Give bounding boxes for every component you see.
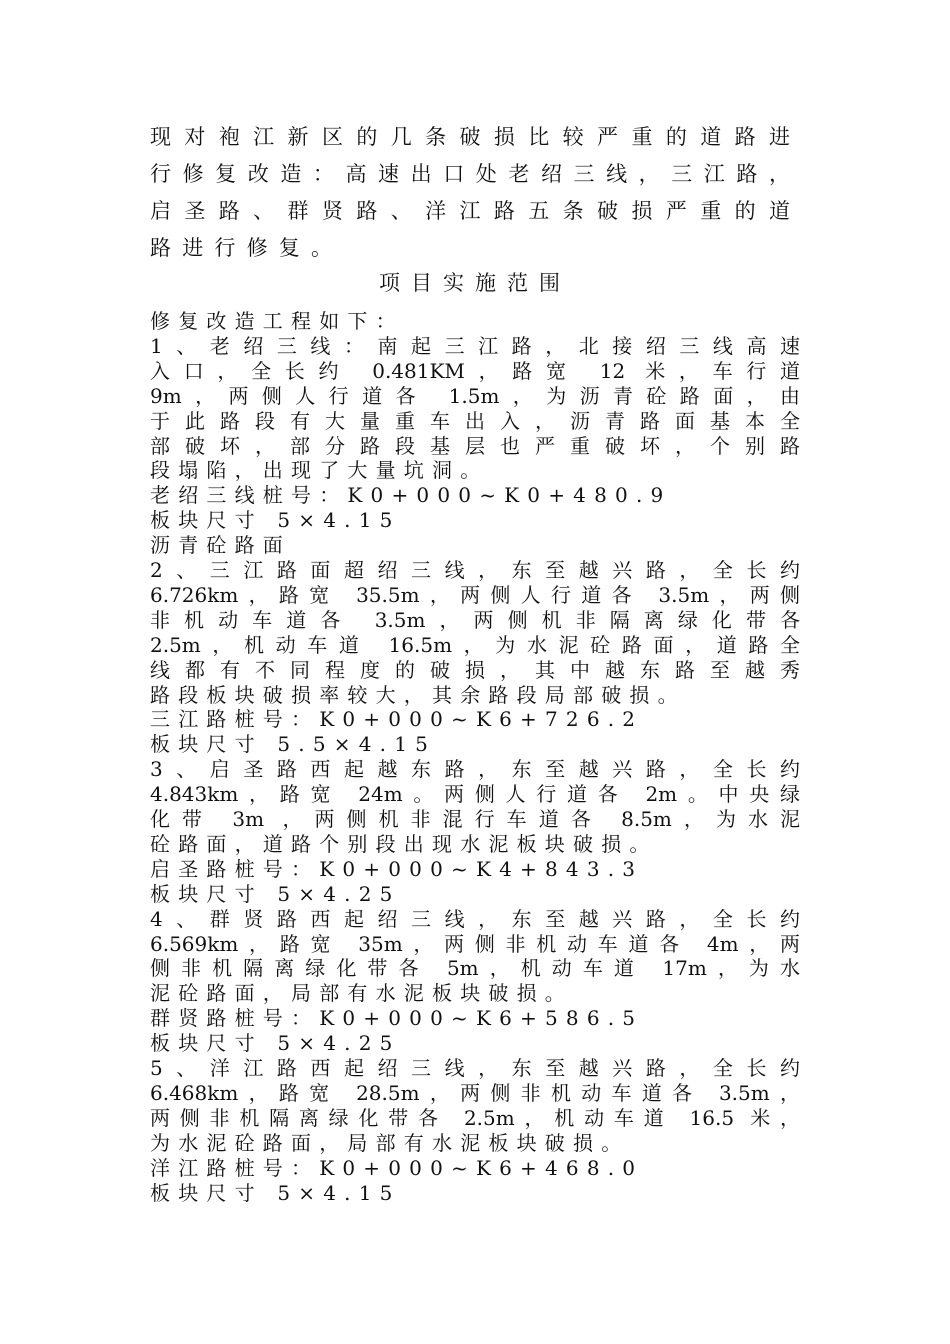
body-line-12: 6.726km，路宽 35.5m，两侧人行道各 3.5m，两侧 [150,582,800,607]
body-line-14: 2.5m，机动车道 16.5m，为水泥砼路面，道路全 [150,632,800,657]
body-line-6: 部破坏，部分路段基层也严重破坏，个别路 [150,433,800,458]
body-line-4: 9m，两侧人行道各 1.5m，为沥青砼路面，由 [150,383,800,408]
body-line-20: 4.843km，路宽 24m。两侧人行道各 2m。中央绿 [150,782,800,807]
body-line-15: 线都有不同程度的破损，其中越东路至越秀 [150,657,800,682]
body-line-19: 3、启圣路西起越东路，东至越兴路，全长约 [150,757,800,782]
body-line-2: 1、老绍三线：南起三江路，北接绍三线高速 [150,333,800,358]
body-line-29: 群贤路桩号：K0+000~K6+586.5 [150,1006,644,1031]
body-line-30: 板块尺寸 5×4.25 [150,1031,401,1056]
body-line-31: 5、洋江路西起绍三线，东至越兴路，全长约 [150,1056,800,1080]
body-line-34: 为水泥砼路面，局部有水泥板块破损。 [150,1130,630,1155]
intro-line-1: 现对袍江新区的几条破损比较严重的道路进 [150,125,790,149]
body-line-26: 6.569km，路宽 35m，两侧非机动车道各 4m，两 [150,931,800,956]
body-line-36: 板块尺寸 5×4.15 [150,1180,401,1205]
intro-line-3: 启圣路、群贤路、洋江路五条破损严重的道 [150,199,790,223]
body-line-35: 洋江路桩号：K0+000~K6+468.0 [150,1155,644,1180]
body-line-8: 老绍三线桩号：K0+000~K0+480.9 [150,483,672,508]
body-line-33: 两侧非机隔离绿化带各 2.5m，机动车道 16.5 米， [150,1105,800,1130]
body-line-23: 启圣路桩号：K0+000~K4+843.3 [150,856,644,881]
body-line-18: 板块尺寸 5.5×4.15 [150,732,437,757]
body-line-16: 路段板块破损率较大，其余路段局部破损。 [150,682,686,707]
body-line-1: 修复改造工程如下： [150,309,404,333]
body-line-32: 6.468km，路宽 28.5m，两侧非机动车道各 3.5m， [150,1080,800,1105]
body-line-9: 板块尺寸 5×4.15 [150,508,401,533]
body-line-28: 泥砼路面，局部有水泥板块破损。 [150,981,573,1006]
intro-line-2: 行修复改造：高速出口处老绍三线，三江路， [150,162,790,186]
body-line-13: 非机动车道各 3.5m，两侧机非隔离绿化带各 [150,607,800,632]
body-line-17: 三江路桩号：K0+000~K6+726.2 [150,707,644,732]
body-line-11: 2、三江路面超绍三线，东至越兴路，全长约 [150,558,800,582]
body-line-27: 侧非机隔离绿化带各 5m，机动车道 17m，为水 [150,956,800,981]
body-line-3: 入口，全长约 0.481KM，路宽 12 米，车行道 [150,358,800,383]
body-line-7: 段塌陷，出现了大量坑洞。 [150,458,489,483]
body-line-10: 沥青砼路面 [150,533,291,558]
section-heading: 项目实施范围 [379,271,571,295]
body-line-24: 板块尺寸 5×4.25 [150,881,401,906]
body-line-22: 砼路面，道路个别段出现水泥板块破损。 [150,831,658,856]
body-line-25: 4、群贤路西起绍三线，东至越兴路，全长约 [150,906,800,931]
body-line-21: 化带 3m ，两侧机非混行车道各 8.5m，为水泥 [150,807,800,831]
intro-line-4: 路进行修复。 [150,236,344,260]
body-line-5: 于此路段有大量重车出入，沥青路面基本全 [150,408,800,433]
